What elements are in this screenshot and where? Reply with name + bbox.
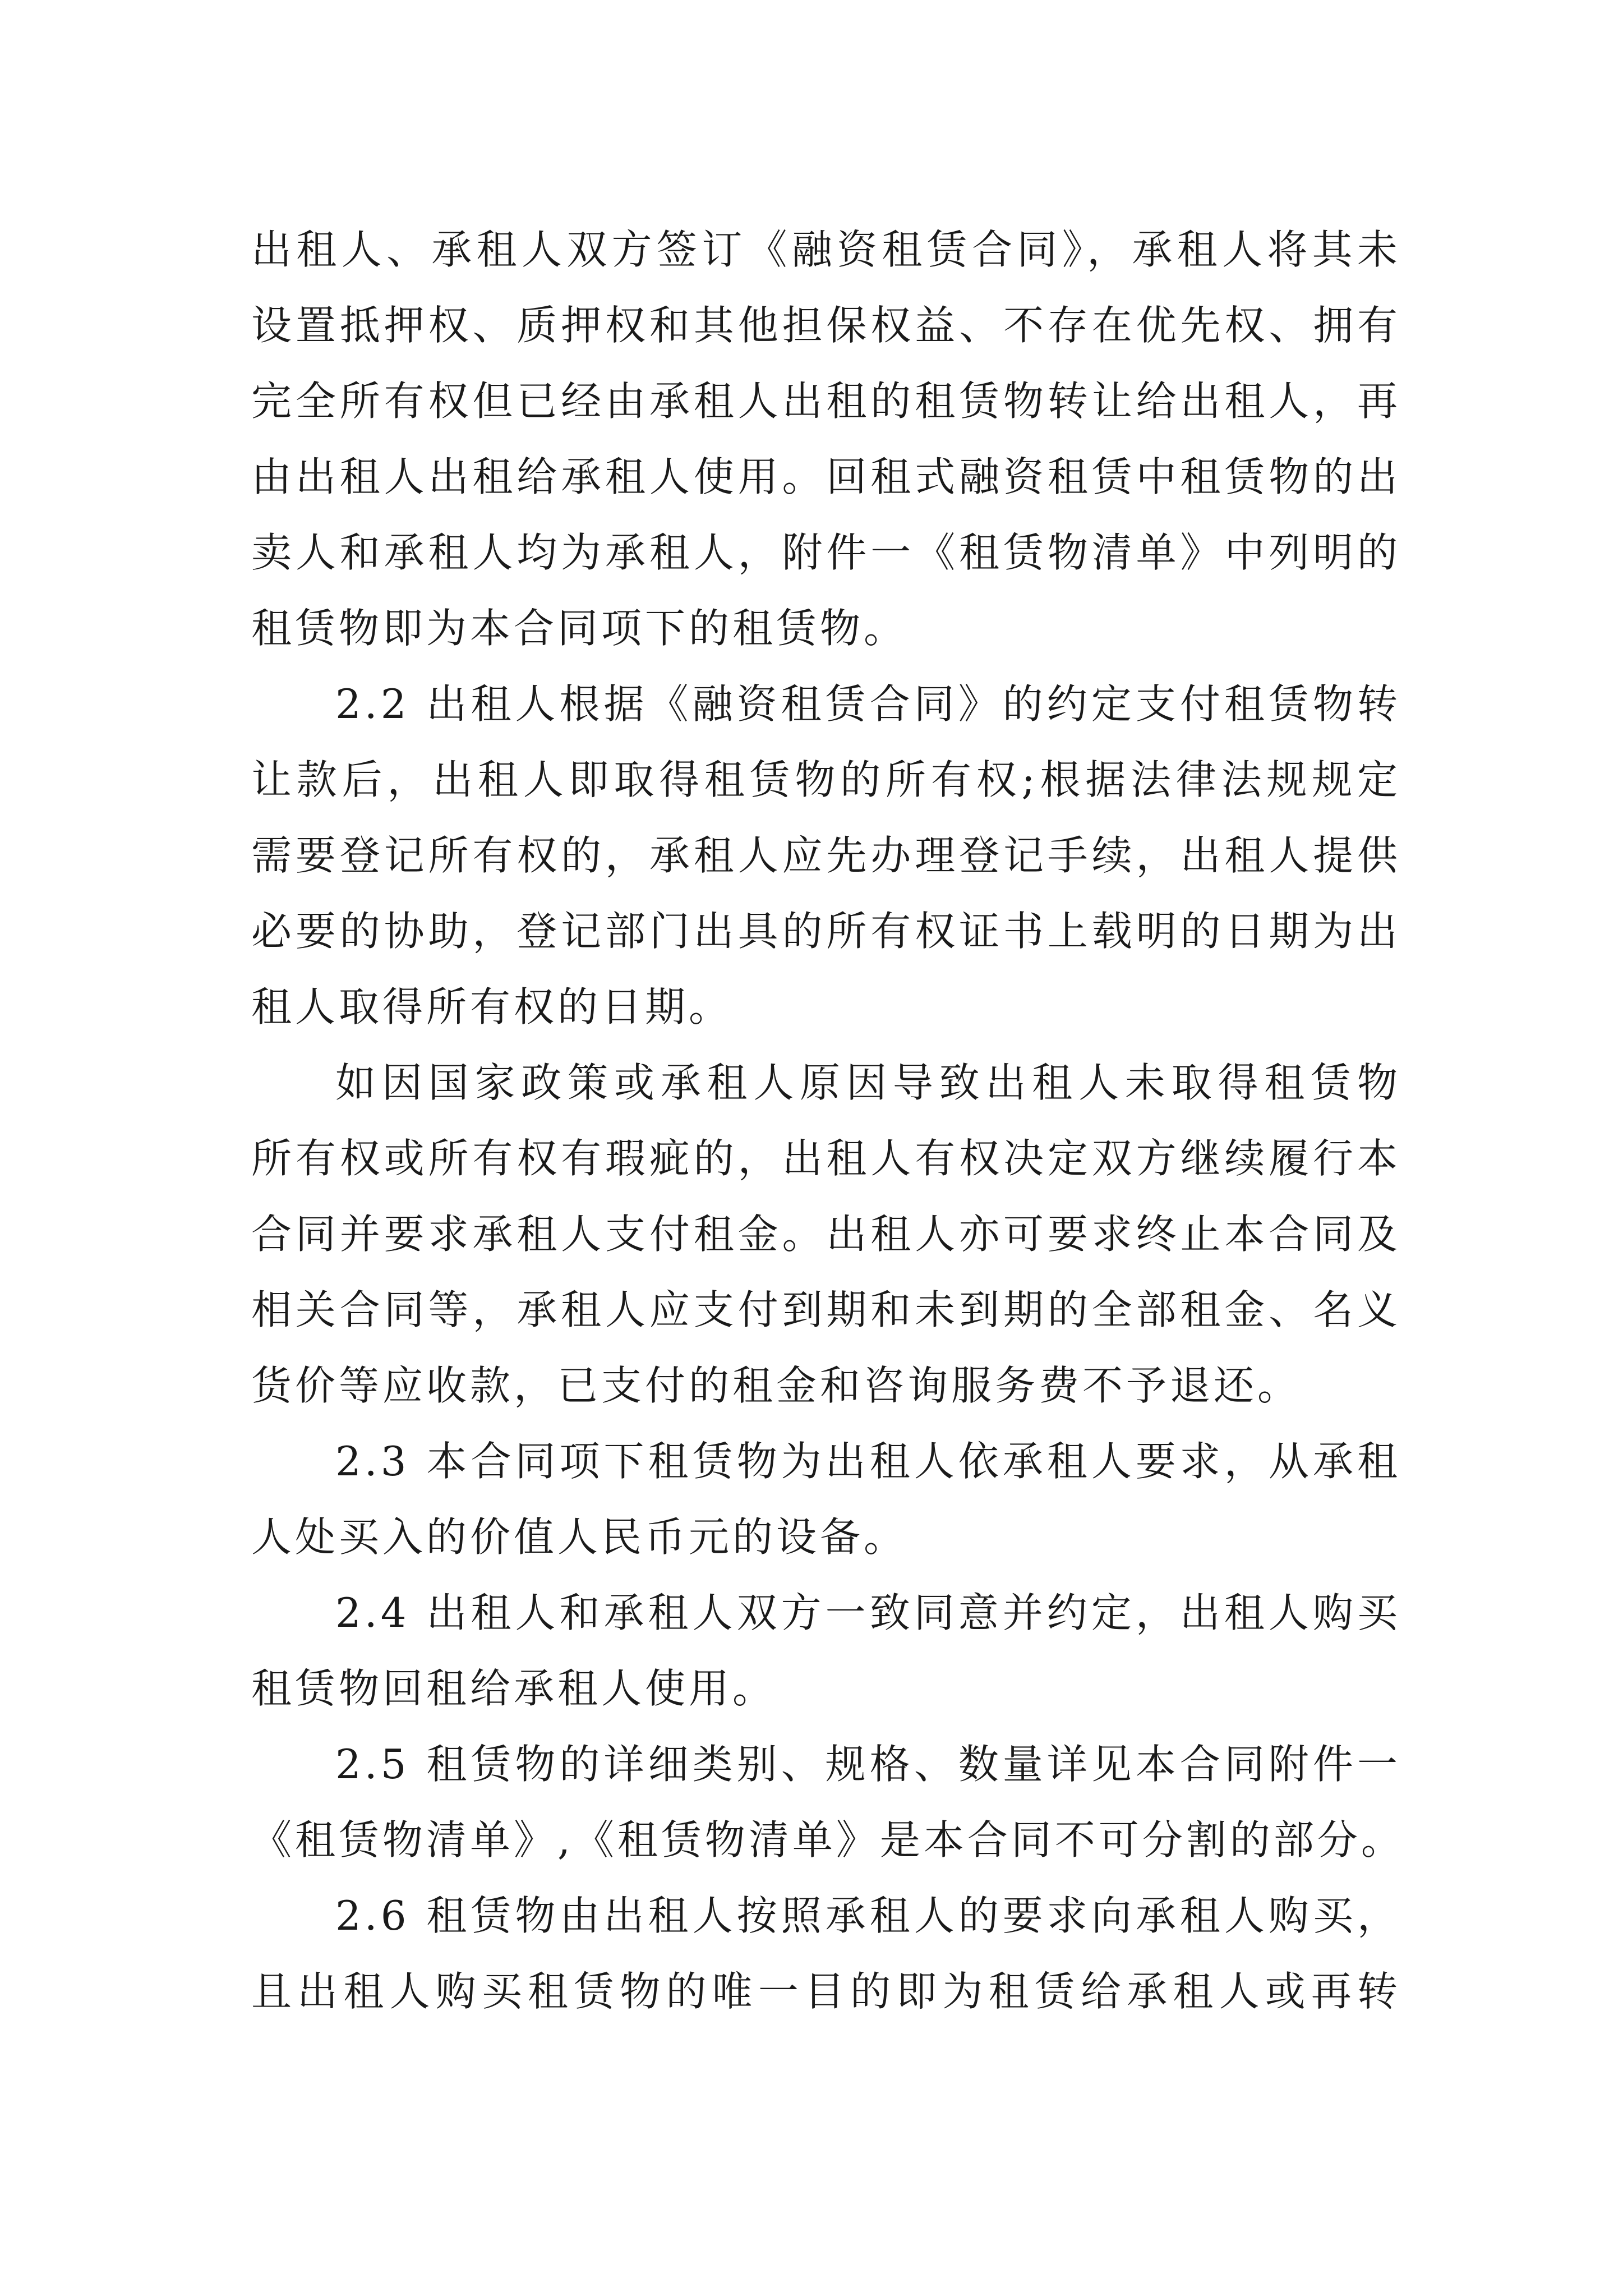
text-line: 2.3 本合同项下租赁物为出租人依承租人要求，从承租 <box>335 1438 1401 1485</box>
text-line: 2.5 租赁物的详细类别、规格、数量详见本合同附件一 <box>335 1741 1401 1788</box>
text-line: 2.2 出租人根据《融资租赁合同》的约定支付租赁物转 <box>335 680 1401 728</box>
paragraph-clause-2-3 <box>251 1424 1401 1575</box>
text-line: 2.4 出租人和承租人双方一致同意并约定，出租人购买 <box>335 1589 1401 1636</box>
text-line: 必要的协助，登记部门出具的所有权证书上载明的日期为出 <box>251 908 1401 955</box>
document-body <box>251 212 1405 2030</box>
paragraph-ownership-defect <box>251 1045 1401 1424</box>
text-line: 出租人、承租人双方签订《融资租赁合同》，承租人将其未 <box>251 226 1401 273</box>
text-line: 如因国家政策或承租人原因导致出租人未取得租赁物 <box>335 1059 1401 1106</box>
text-line: 相关合同等，承租人应支付到期和未到期的全部租金、名义 <box>251 1286 1401 1333</box>
text-line: 租赁物回租给承租人使用。 <box>251 1665 777 1712</box>
text-line: 合同并要求承租人支付租金。出租人亦可要求终止本合同及 <box>251 1211 1401 1258</box>
paragraph-clause-2-2 <box>251 666 1401 1045</box>
text-line: 2.6 租赁物由出租人按照承租人的要求向承租人购买， <box>335 1892 1401 1939</box>
text-line: 且出租人购买租赁物的唯一目的即为租赁给承租人或再转 <box>251 1968 1401 2015</box>
text-line: 人处买入的价值人民币元的设备。 <box>251 1513 908 1561</box>
paragraph-clause-2-5 <box>251 1727 1405 1878</box>
text-line: 租人取得所有权的日期。 <box>251 983 733 1030</box>
text-line: 让款后，出租人即取得租赁物的所有权;根据法律法规规定 <box>251 756 1401 803</box>
text-line: 租赁物即为本合同项下的租赁物。 <box>251 605 908 652</box>
text-line: 完全所有权但已经由承租人出租的租赁物转让给出租人，再 <box>251 378 1401 425</box>
paragraph-leaseback-definition <box>251 212 1401 666</box>
text-line: 货价等应收款，已支付的租金和咨询服务费不予退还。 <box>251 1362 1302 1409</box>
text-line: 由出租人出租给承租人使用。回租式融资租赁中租赁物的出 <box>251 453 1401 500</box>
text-line: 《租赁物清单》,《租赁物清单》是本合同不可分割的部分。 <box>251 1816 1405 1864</box>
paragraph-clause-2-6 <box>251 1878 1401 2030</box>
text-line: 卖人和承租人均为承租人，附件一《租赁物清单》中列明的 <box>251 529 1401 576</box>
text-line: 所有权或所有权有瑕疵的，出租人有权决定双方继续履行本 <box>251 1135 1401 1182</box>
paragraph-clause-2-4 <box>251 1575 1401 1727</box>
text-line: 需要登记所有权的，承租人应先办理登记手续，出租人提供 <box>251 832 1401 879</box>
text-line: 设置抵押权、质押权和其他担保权益、不存在优先权、拥有 <box>251 302 1401 349</box>
